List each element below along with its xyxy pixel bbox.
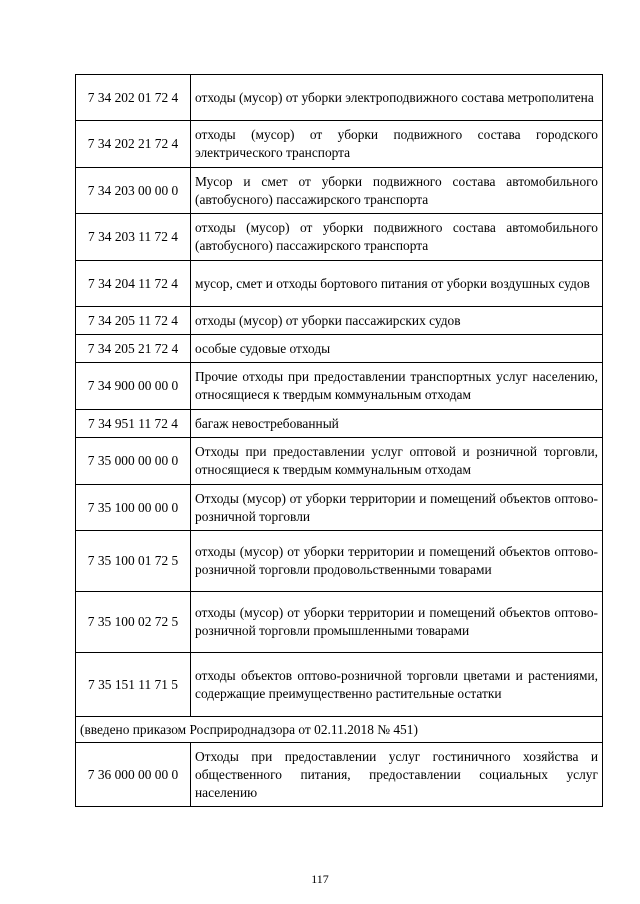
waste-description: отходы (мусор) от уборки подвижного состава автомобильного (автобусного) пассажирского транспорта	[191, 214, 603, 261]
table-row	[76, 653, 603, 717]
table-row	[76, 307, 603, 335]
waste-code: 7 34 202 01 72 4	[76, 75, 191, 121]
waste-description: Отходы при предоставлении услуг оптовой и розничной торговли, относящиеся к твердым коммунальным отходам	[191, 438, 603, 485]
amendment-note-row	[76, 717, 603, 743]
table-row	[76, 121, 603, 168]
page-number: 117	[311, 872, 329, 886]
waste-code: 7 34 204 11 72 4	[76, 261, 191, 307]
table-row	[76, 75, 603, 121]
waste-code: 7 34 203 00 00 0	[76, 168, 191, 214]
waste-code: 7 34 205 21 72 4	[76, 335, 191, 363]
table-row	[76, 410, 603, 438]
waste-description: отходы (мусор) от уборки территории и помещений объектов оптово-розничной торговли продовольственными товарами	[191, 531, 603, 592]
waste-description: отходы (мусор) от уборки пассажирских судов	[191, 307, 603, 335]
table-row	[76, 485, 603, 531]
table-row	[76, 438, 603, 485]
table-row	[76, 531, 603, 592]
waste-description: Отходы (мусор) от уборки территории и помещений объектов оптово-розничной торговли	[191, 485, 603, 531]
table-row	[76, 743, 603, 807]
waste-description: Прочие отходы при предоставлении транспортных услуг населению, относящиеся к твердым коммунальным отходам	[191, 363, 603, 410]
table-row	[76, 261, 603, 307]
waste-code: 7 35 000 00 00 0	[76, 438, 191, 485]
table-row	[76, 335, 603, 363]
waste-description: отходы (мусор) от уборки электроподвижного состава метрополитена	[191, 75, 603, 121]
table-row	[76, 592, 603, 653]
waste-code: 7 35 151 11 71 5	[76, 653, 191, 717]
waste-code: 7 36 000 00 00 0	[76, 743, 191, 807]
waste-description: багаж невостребованный	[191, 410, 603, 438]
waste-description: особые судовые отходы	[191, 335, 603, 363]
waste-code: 7 34 202 21 72 4	[76, 121, 191, 168]
waste-description: мусор, смет и отходы бортового питания от уборки воздушных судов	[191, 261, 603, 307]
table-row	[76, 363, 603, 410]
waste-code: 7 34 900 00 00 0	[76, 363, 191, 410]
table-row	[76, 214, 603, 261]
waste-code: 7 34 205 11 72 4	[76, 307, 191, 335]
waste-code: 7 34 951 11 72 4	[76, 410, 191, 438]
waste-description: отходы объектов оптово-розничной торговли цветами и растениями, содержащие преимущественно растительные остатки	[191, 653, 603, 717]
waste-classification-table	[75, 74, 603, 807]
waste-description: отходы (мусор) от уборки подвижного состава городского электрического транспорта	[191, 121, 603, 168]
waste-description: Отходы при предоставлении услуг гостиничного хозяйства и общественного питания, предоставлении социальных услуг населению	[191, 743, 603, 807]
waste-code: 7 35 100 02 72 5	[76, 592, 191, 653]
waste-description: отходы (мусор) от уборки территории и помещений объектов оптово-розничной торговли промышленными товарами	[191, 592, 603, 653]
table-row	[76, 168, 603, 214]
waste-code: 7 35 100 01 72 5	[76, 531, 191, 592]
amendment-note: (введено приказом Росприроднадзора от 02.11.2018 № 451)	[76, 717, 603, 743]
waste-code: 7 34 203 11 72 4	[76, 214, 191, 261]
waste-description: Мусор и смет от уборки подвижного состава автомобильного (автобусного) пассажирского транспорта	[191, 168, 603, 214]
waste-code: 7 35 100 00 00 0	[76, 485, 191, 531]
